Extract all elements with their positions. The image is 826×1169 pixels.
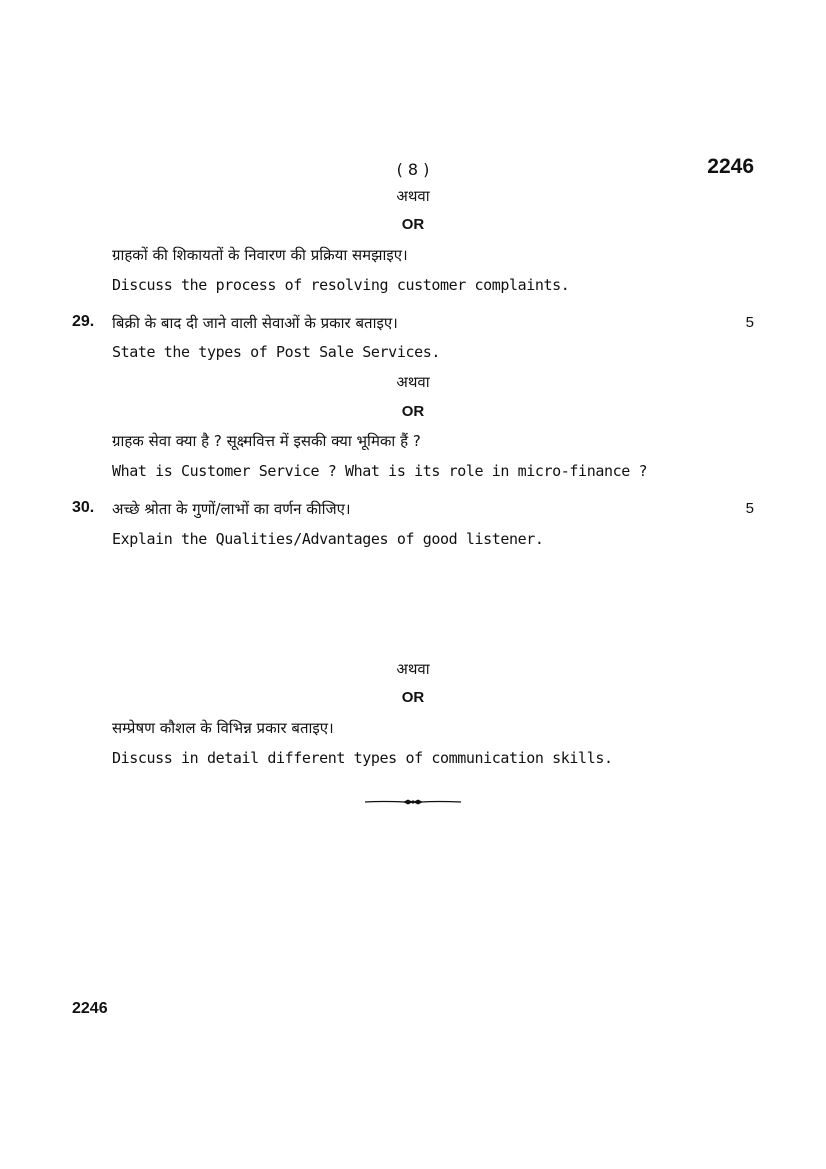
question-28-alt-hindi: ग्राहकों की शिकायतों के निवारण की प्रक्रिया समझाइए।: [112, 246, 408, 264]
or-hindi-label: अथवा: [396, 660, 430, 678]
question-28-alt-english: Discuss the process of resolving customer complaints.: [112, 276, 570, 294]
or-hindi-label: अथवा: [396, 187, 430, 205]
question-30-alt-english: Discuss in detail different types of communication skills.: [112, 749, 613, 767]
end-ornament-icon: [363, 795, 463, 809]
question-29-marks: 5: [745, 314, 754, 331]
question-30-number: 30.: [72, 499, 95, 516]
question-30-marks: 5: [745, 500, 754, 517]
question-29-alt-english: What is Customer Service ? What is its role in micro-finance ?: [112, 462, 648, 480]
question-30-alt-hindi: सम्प्रेषण कौशल के विभिन्न प्रकार बताइए।: [112, 719, 334, 737]
or-english-label: OR: [401, 403, 425, 420]
or-english-label: OR: [401, 216, 425, 233]
question-29-english: State the types of Post Sale Services.: [112, 343, 440, 361]
question-29-number: 29.: [72, 313, 95, 330]
page-number: ( 8 ): [396, 160, 430, 179]
question-29-hindi: बिक्री के बाद दी जाने वाली सेवाओं के प्रकार बताइए।: [112, 314, 398, 332]
question-29-alt-hindi: ग्राहक सेवा क्या है ? सूक्ष्मवित्त में इसकी क्या भूमिका हैं ?: [112, 432, 421, 450]
question-30-hindi: अच्छे श्रोता के गुणों/लाभों का वर्णन कीजिए।: [112, 500, 351, 518]
question-30-english: Explain the Qualities/Advantages of good listener.: [112, 530, 544, 548]
or-hindi-label: अथवा: [396, 373, 430, 391]
paper-code-header: 2246: [707, 155, 754, 178]
or-english-label: OR: [401, 689, 425, 706]
paper-code-footer: 2246: [72, 1000, 108, 1017]
